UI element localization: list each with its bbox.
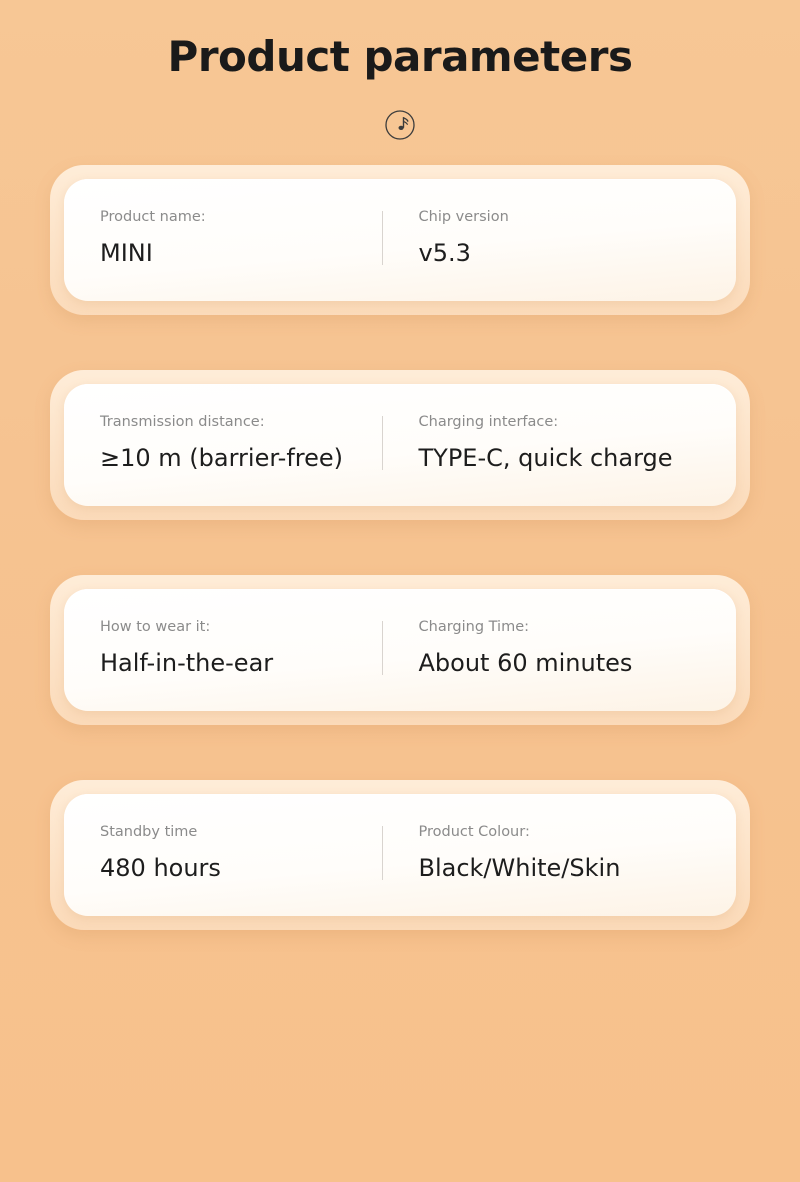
parameter-cell-right	[383, 414, 701, 472]
parameter-cell-right	[383, 619, 701, 677]
parameter-cell-left	[100, 824, 382, 882]
parameter-card-body	[64, 589, 736, 711]
page-title: Product parameters	[167, 32, 633, 81]
music-note-icon	[383, 108, 417, 142]
parameter-cell-left	[100, 414, 382, 472]
parameter-value: TYPE-C, quick charge	[418, 444, 673, 472]
parameter-label: Charging interface:	[418, 414, 559, 430]
parameter-cell-right	[383, 824, 701, 882]
parameter-cell-left	[100, 619, 382, 677]
parameter-value: 480 hours	[100, 854, 221, 882]
parameter-card-body	[64, 384, 736, 506]
parameter-label: Charging Time:	[418, 619, 530, 635]
parameter-value: MINI	[100, 239, 153, 267]
parameter-value: v5.3	[418, 239, 471, 267]
parameter-card-body	[64, 794, 736, 916]
parameter-card	[50, 370, 750, 520]
parameter-label: Chip version	[418, 209, 509, 225]
parameter-value: ≥10 m (barrier-free)	[100, 444, 344, 472]
parameter-card	[50, 575, 750, 725]
parameter-label: How to wear it:	[100, 619, 211, 635]
parameter-cell-right	[383, 209, 701, 267]
parameter-value: Black/White/Skin	[418, 854, 621, 882]
parameter-value: Half-in-the-ear	[100, 649, 274, 677]
parameter-card-body	[64, 179, 736, 301]
parameter-label: Standby time	[100, 824, 198, 840]
parameter-label: Product name:	[100, 209, 206, 225]
parameter-card-list	[0, 165, 800, 930]
parameter-label: Product Colour:	[418, 824, 530, 840]
parameter-value: About 60 minutes	[418, 649, 633, 677]
parameter-card	[50, 780, 750, 930]
parameter-label: Transmission distance:	[100, 414, 265, 430]
decorative-icon-row	[0, 103, 800, 147]
parameter-card	[50, 165, 750, 315]
parameter-cell-left	[100, 209, 382, 267]
